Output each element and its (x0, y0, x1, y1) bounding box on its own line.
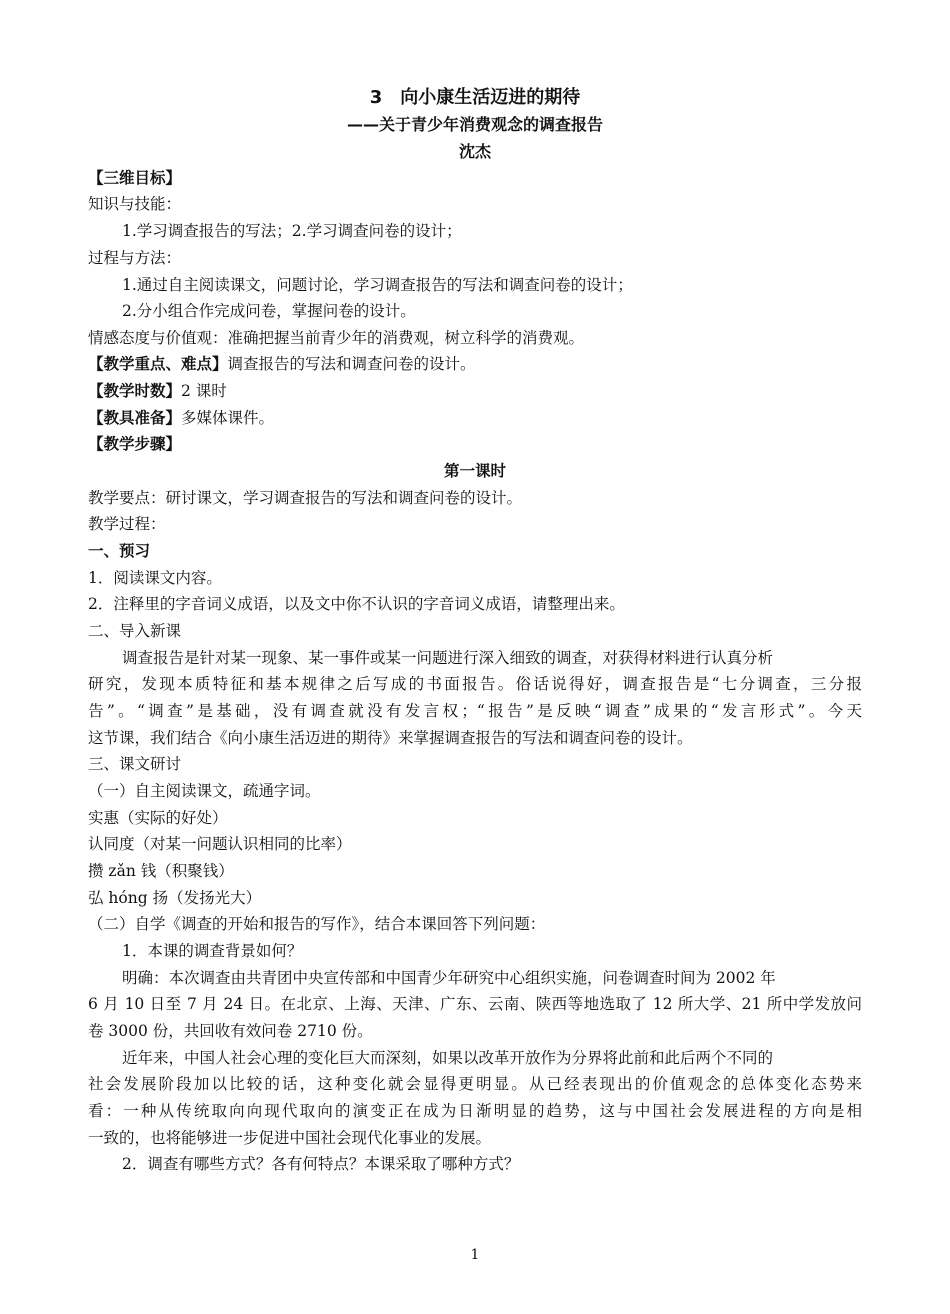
answer-paragraph-line: 明确：本次调查由共青团中央宣传部和中国青少年研究中心组织实施，问卷调查时间为 2002 年 (122, 969, 776, 987)
vocab-item: 攒 zǎn 钱（积聚钱） (88, 862, 234, 880)
answer-paragraph-line: 看：一种从传统取向向现代取向的演变正在成为日渐明显的趋势，这与中国社会发展进程的方向是相 (88, 1102, 862, 1120)
emotion-goal: 情感态度与价值观：准确把握当前青少年的消费观，树立科学的消费观。 (88, 329, 585, 347)
hours-text: 2 课时 (181, 382, 227, 400)
intro-paragraph-line: 调查报告是针对某一现象、某一事件或某一问题进行深入细致的调查，对获得材料进行认真分析 (122, 649, 774, 667)
answer-paragraph-line: 一致的，也将能够进一步促进中国社会现代化事业的发展。 (88, 1129, 492, 1147)
subsection-2: （二）自学《调查的开始和报告的写作》，结合本课回答下列问题： (88, 915, 546, 933)
answer-paragraph-line: 近年来，中国人社会心理的变化巨大而深刻，如果以改革开放作为分界将此前和此后两个不同的 (122, 1049, 774, 1067)
intro-paragraph-line: 告”。“调查”是基础，没有调查就没有发言权；“报告”是反映“调查”成果的“发言形式”。今天 (88, 702, 862, 720)
answer-paragraph-line: 卷 3000 份，共回收有效问卷 2710 份。 (88, 1022, 373, 1040)
vocab-item: 认同度（对某一问题认识相同的比率） (88, 835, 352, 853)
lesson-heading: 第一课时 (443, 462, 506, 480)
process-label: 过程与方法： (88, 249, 182, 267)
answer-paragraph-line: 社会发展阶段加以比较的话，这种变化就会显得更明显。从已经表现出的价值观念的总体变化态势来 (88, 1075, 862, 1093)
page-subtitle: ——关于青少年消费观念的调查报告 (346, 115, 603, 134)
preview-item-1: 1．阅读课文内容。 (88, 569, 222, 587)
goals-heading: 【三维目标】 (88, 169, 182, 187)
section-intro: 二、导入新课 (88, 622, 182, 640)
page-title: 3 向小康生活迈进的期待 (369, 87, 581, 108)
tools-text: 多媒体课件。 (181, 409, 275, 427)
hours-line (88, 381, 227, 401)
preview-item-2: 2．注释里的字音词义成语，以及文中你不认识的字音词义成语，请整理出来。 (88, 595, 625, 613)
steps-heading: 【教学步骤】 (88, 435, 182, 453)
focus-line (88, 354, 476, 374)
focus-label: 【教学重点、难点】 (88, 355, 228, 373)
process-heading: 教学过程： (88, 515, 166, 533)
tools-line (88, 408, 274, 428)
section-study: 三、课文研讨 (88, 755, 182, 773)
focus-text: 调查报告的写法和调查问卷的设计。 (227, 355, 476, 373)
process-item-2: 2.分小组合作完成问卷，掌握问卷的设计。 (122, 302, 416, 320)
answer-paragraph-line: 6 月 10 日至 7 月 24 日。在北京、上海、天津、广东、云南、陕西等地选取了 12 所大学、21 所中学发放问 (88, 995, 862, 1013)
vocab-item: 弘 hóng 扬（发扬光大） (88, 889, 262, 907)
question-1: 1．本课的调查背景如何？ (122, 942, 303, 960)
intro-paragraph-line: 研究，发现本质特征和基本规律之后写成的书面报告。俗话说得好，调查报告是“七分调查，三分报 (88, 675, 862, 693)
process-item-1: 1.通过自主阅读课文，问题讨论，学习调查报告的写法和调查问卷的设计； (122, 276, 633, 294)
tools-label: 【教具准备】 (88, 409, 182, 427)
intro-paragraph-line: 这节课，我们结合《向小康生活迈进的期待》来掌握调查报告的写法和调查问卷的设计。 (88, 729, 693, 747)
hours-label: 【教学时数】 (88, 382, 182, 400)
knowledge-label: 知识与技能： (88, 195, 182, 213)
page-number: 1 (470, 1247, 480, 1263)
subsection-1: （一）自主阅读课文，疏通字词。 (88, 782, 321, 800)
author-name: 沈杰 (458, 142, 491, 161)
knowledge-item: 1.学习调查报告的写法；2.学习调查问卷的设计； (122, 222, 462, 240)
vocab-item: 实惠（实际的好处） (88, 809, 228, 827)
section-preview: 一、预习 (88, 542, 151, 560)
question-2: 2．调查有哪些方式？各有何特点？本课采取了哪种方式？ (122, 1155, 520, 1173)
teaching-points: 教学要点：研讨课文，学习调查报告的写法和调查问卷的设计。 (88, 489, 523, 507)
